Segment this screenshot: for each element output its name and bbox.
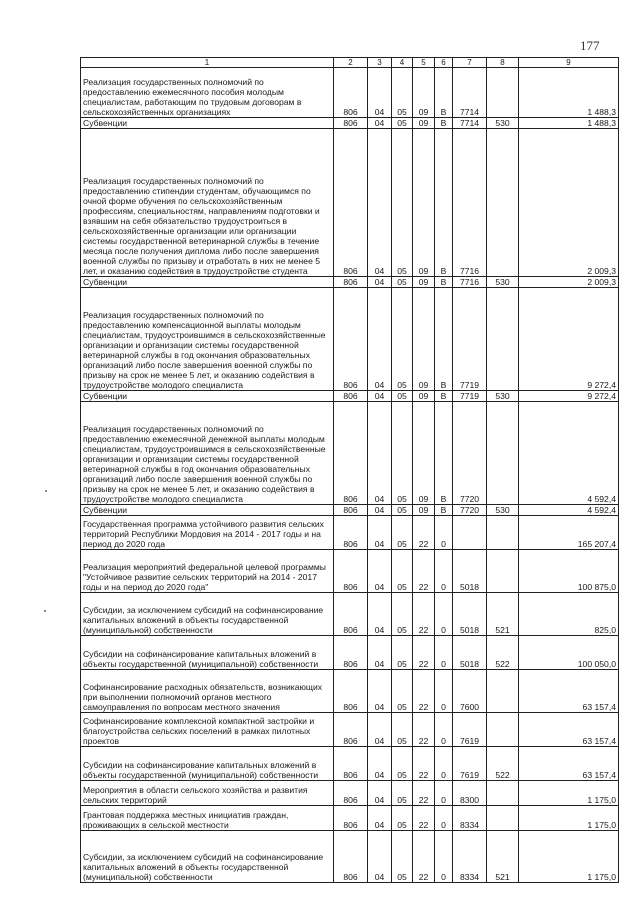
row-description: Субвенции [81, 118, 334, 129]
row-code-c2: 806 [334, 391, 368, 402]
row-code-c5: 22 [413, 806, 435, 831]
table-row [81, 636, 619, 670]
row-code-c7: 5018 [453, 636, 487, 670]
row-description: Софинансирование комплексной компактной застройки и благоустройства сельских поселений в рамках пилотных проектов [81, 713, 334, 747]
row-code-c6: В [435, 505, 453, 516]
row-code-c3: 04 [368, 636, 392, 670]
row-code-c7: 7719 [453, 391, 487, 402]
row-code-c5: 09 [413, 288, 435, 391]
row-code-c6: В [435, 402, 453, 505]
row-description: Субсидии на софинансирование капитальных вложений в объекты государственной (муниципальной) собственности [81, 636, 334, 670]
row-code-c5: 22 [413, 636, 435, 670]
row-code-c7: 8334 [453, 831, 487, 883]
row-code-c3: 04 [368, 781, 392, 806]
row-code-c6: В [435, 129, 453, 277]
row-description: Реализация мероприятий федеральной целевой программы "Устойчивое развитие сельских территорий на 2014 - 2017 годы и на период до 2020 года" [81, 550, 334, 593]
row-code-c6: 0 [435, 550, 453, 593]
row-code-c2: 806 [334, 516, 368, 550]
row-description: Государственная программа устойчивого развития сельских территорий Республики Мордовия на 2014 - 2017 годы и на период до 2020 года [81, 516, 334, 550]
scan-speck [44, 610, 46, 612]
row-code-c4: 05 [392, 550, 413, 593]
row-code-c5: 09 [413, 129, 435, 277]
row-code-c3: 04 [368, 288, 392, 391]
row-code-c3: 04 [368, 129, 392, 277]
row-code-c5: 22 [413, 516, 435, 550]
row-code-c7: 7714 [453, 68, 487, 118]
row-code-c2: 806 [334, 747, 368, 781]
row-code-c2: 806 [334, 129, 368, 277]
row-amount: 63 157,4 [519, 747, 619, 781]
row-code-c2: 806 [334, 636, 368, 670]
table-row [81, 288, 619, 391]
row-code-c3: 04 [368, 806, 392, 831]
row-amount: 9 272,4 [519, 391, 619, 402]
row-code-c6: 0 [435, 516, 453, 550]
row-amount: 4 592,4 [519, 402, 619, 505]
row-code-c4: 05 [392, 747, 413, 781]
row-code-c2: 806 [334, 831, 368, 883]
table-row [81, 505, 619, 516]
row-code-c7: 7600 [453, 670, 487, 713]
table-row [81, 129, 619, 277]
row-code-c2: 806 [334, 505, 368, 516]
row-description: Мероприятия в области сельского хозяйства и развития сельских территорий [81, 781, 334, 806]
row-amount: 1 175,0 [519, 831, 619, 883]
row-code-c7: 7714 [453, 118, 487, 129]
row-code-c5: 22 [413, 550, 435, 593]
table-row [81, 670, 619, 713]
row-description: Субвенции [81, 391, 334, 402]
row-code-c8 [487, 550, 519, 593]
row-description: Реализация государственных полномочий по предоставлению ежемесячного пособия молодым специалистам, работающим по трудовым договорам в сельскохозяйственных организациях [81, 68, 334, 118]
row-code-c5: 09 [413, 118, 435, 129]
row-code-c3: 04 [368, 505, 392, 516]
row-amount: 2 009,3 [519, 129, 619, 277]
row-code-c5: 22 [413, 593, 435, 636]
row-code-c6: В [435, 68, 453, 118]
page-number: 177 [580, 38, 600, 53]
row-code-c3: 04 [368, 391, 392, 402]
row-code-c8: 530 [487, 118, 519, 129]
row-code-c4: 05 [392, 288, 413, 391]
row-code-c6: 0 [435, 781, 453, 806]
row-code-c4: 05 [392, 68, 413, 118]
row-code-c7: 7720 [453, 402, 487, 505]
row-code-c8 [487, 670, 519, 713]
row-code-c3: 04 [368, 402, 392, 505]
row-description: Реализация государственных полномочий по предоставлению стипендии студентам, обучающимся по очной форме обучения по сельскохозяйственным профессиям, специальностям, направлениям подготовки и взявшим на себя обязательство трудоустроиться в сельскохозяйственные организации или организации системы государственной ветеринарной службы в течение месяца после получения диплома либо после завершения военной службы по призыву и отработать в них не менее 5 лет, и оказанию содействия в трудоустройстве студента [81, 129, 334, 277]
row-code-c8: 521 [487, 593, 519, 636]
row-code-c3: 04 [368, 670, 392, 713]
row-amount: 4 592,4 [519, 505, 619, 516]
row-code-c6: 0 [435, 831, 453, 883]
col-header: 4 [392, 58, 413, 68]
row-amount: 165 207,4 [519, 516, 619, 550]
table-row [81, 277, 619, 288]
row-description: Субвенции [81, 505, 334, 516]
row-code-c5: 09 [413, 68, 435, 118]
col-header: 9 [519, 58, 619, 68]
row-code-c4: 05 [392, 277, 413, 288]
row-code-c3: 04 [368, 550, 392, 593]
row-amount: 100 050,0 [519, 636, 619, 670]
row-code-c8: 522 [487, 747, 519, 781]
row-code-c8: 522 [487, 636, 519, 670]
row-code-c2: 806 [334, 670, 368, 713]
row-code-c2: 806 [334, 402, 368, 505]
row-code-c4: 05 [392, 670, 413, 713]
row-description: Субсидии, за исключением субсидий на софинансирование капитальных вложений в объекты государственной (муниципальной) собственности [81, 593, 334, 636]
col-header: 8 [487, 58, 519, 68]
row-code-c3: 04 [368, 747, 392, 781]
row-description: Субсидии на софинансирование капитальных вложений в объекты государственной (муниципальной) собственности [81, 747, 334, 781]
row-code-c4: 05 [392, 402, 413, 505]
row-code-c7: 7716 [453, 129, 487, 277]
row-description: Софинансирование расходных обязательств, возникающих при выполнении полномочий органов местного самоуправления по вопросам местного значения [81, 670, 334, 713]
row-code-c3: 04 [368, 593, 392, 636]
row-code-c8 [487, 516, 519, 550]
row-description: Реализация государственных полномочий по предоставлению компенсационной выплаты молодым специалистам, трудоустроившимся в сельскохозяйственные организации и организации системы государственной ветеринарной службы в год окончания образовательных организаций либо после завершения военной службы по призыву на срок не менее 5 лет, и оказанию содействия в трудоустройстве молодого специалиста [81, 288, 334, 391]
row-code-c2: 806 [334, 713, 368, 747]
row-code-c2: 806 [334, 550, 368, 593]
row-amount: 825,0 [519, 593, 619, 636]
table-row [81, 68, 619, 118]
row-code-c4: 05 [392, 505, 413, 516]
row-code-c4: 05 [392, 516, 413, 550]
table-row [81, 118, 619, 129]
row-code-c8 [487, 129, 519, 277]
row-code-c6: 0 [435, 593, 453, 636]
col-header: 5 [413, 58, 435, 68]
row-code-c6: 0 [435, 713, 453, 747]
budget-table [80, 57, 619, 883]
row-code-c7: 7716 [453, 277, 487, 288]
row-code-c3: 04 [368, 277, 392, 288]
row-code-c4: 05 [392, 391, 413, 402]
row-code-c7: 7619 [453, 713, 487, 747]
row-code-c8: 530 [487, 505, 519, 516]
col-header: 7 [453, 58, 487, 68]
row-code-c5: 22 [413, 670, 435, 713]
row-amount: 63 157,4 [519, 670, 619, 713]
row-code-c3: 04 [368, 516, 392, 550]
col-header: 2 [334, 58, 368, 68]
row-code-c4: 05 [392, 593, 413, 636]
row-code-c4: 05 [392, 636, 413, 670]
row-amount: 1 488,3 [519, 68, 619, 118]
row-code-c6: 0 [435, 806, 453, 831]
row-code-c4: 05 [392, 831, 413, 883]
table-header-row [81, 58, 619, 68]
col-header: 1 [81, 58, 334, 68]
row-code-c7: 7720 [453, 505, 487, 516]
row-code-c2: 806 [334, 781, 368, 806]
row-code-c2: 806 [334, 593, 368, 636]
row-amount: 1 175,0 [519, 806, 619, 831]
row-code-c5: 09 [413, 402, 435, 505]
table-row [81, 402, 619, 505]
row-code-c5: 22 [413, 713, 435, 747]
row-code-c6: В [435, 288, 453, 391]
table-row [81, 781, 619, 806]
row-code-c7: 5018 [453, 550, 487, 593]
row-amount: 1 175,0 [519, 781, 619, 806]
row-code-c6: В [435, 118, 453, 129]
row-code-c3: 04 [368, 118, 392, 129]
row-code-c4: 05 [392, 129, 413, 277]
table-row [81, 747, 619, 781]
row-code-c5: 09 [413, 277, 435, 288]
row-code-c5: 09 [413, 391, 435, 402]
row-code-c7: 8334 [453, 806, 487, 831]
row-code-c4: 05 [392, 781, 413, 806]
table-row [81, 806, 619, 831]
row-code-c8 [487, 288, 519, 391]
row-code-c7: 8300 [453, 781, 487, 806]
col-header: 6 [435, 58, 453, 68]
row-code-c6: 0 [435, 636, 453, 670]
scan-speck [45, 490, 47, 492]
table-row [81, 516, 619, 550]
row-code-c6: 0 [435, 670, 453, 713]
row-code-c8: 530 [487, 277, 519, 288]
row-code-c5: 22 [413, 831, 435, 883]
row-amount: 2 009,3 [519, 277, 619, 288]
row-code-c2: 806 [334, 118, 368, 129]
row-amount: 9 272,4 [519, 288, 619, 391]
row-code-c7: 7719 [453, 288, 487, 391]
row-code-c2: 806 [334, 277, 368, 288]
row-code-c8: 530 [487, 391, 519, 402]
row-code-c4: 05 [392, 118, 413, 129]
row-code-c2: 806 [334, 68, 368, 118]
row-code-c8 [487, 68, 519, 118]
row-code-c6: 0 [435, 747, 453, 781]
row-code-c4: 05 [392, 806, 413, 831]
row-description: Субвенции [81, 277, 334, 288]
row-code-c2: 806 [334, 288, 368, 391]
row-amount: 63 157,4 [519, 713, 619, 747]
row-code-c3: 04 [368, 68, 392, 118]
row-code-c5: 22 [413, 781, 435, 806]
row-code-c8 [487, 781, 519, 806]
row-code-c8: 521 [487, 831, 519, 883]
col-header: 3 [368, 58, 392, 68]
row-code-c6: В [435, 277, 453, 288]
row-code-c7 [453, 516, 487, 550]
row-code-c3: 04 [368, 831, 392, 883]
row-description: Грантовая поддержка местных инициатив граждан, проживающих в сельской местности [81, 806, 334, 831]
row-description: Субсидии, за исключением субсидий на софинансирование капитальных вложений в объекты государственной (муниципальной) собственности [81, 831, 334, 883]
table-row [81, 593, 619, 636]
table-row [81, 550, 619, 593]
row-code-c8 [487, 806, 519, 831]
row-code-c6: В [435, 391, 453, 402]
row-code-c4: 05 [392, 713, 413, 747]
row-code-c5: 22 [413, 747, 435, 781]
row-code-c5: 09 [413, 505, 435, 516]
row-code-c8 [487, 402, 519, 505]
row-code-c3: 04 [368, 713, 392, 747]
row-amount: 100 875,0 [519, 550, 619, 593]
table-row [81, 831, 619, 883]
row-amount: 1 488,3 [519, 118, 619, 129]
table-row [81, 713, 619, 747]
table-row [81, 391, 619, 402]
row-code-c7: 7619 [453, 747, 487, 781]
row-description: Реализация государственных полномочий по предоставлению ежемесячной денежной выплаты молодым специалистам, трудоустроившимся в сельскохозяйственные организации и организации системы государственной ветеринарной службы в год окончания образовательных организаций либо после завершения военной службы по призыву на срок не менее 5 лет, и оказанию содействия в трудоустройстве молодого специалиста [81, 402, 334, 505]
row-code-c8 [487, 713, 519, 747]
row-code-c2: 806 [334, 806, 368, 831]
row-code-c7: 5018 [453, 593, 487, 636]
